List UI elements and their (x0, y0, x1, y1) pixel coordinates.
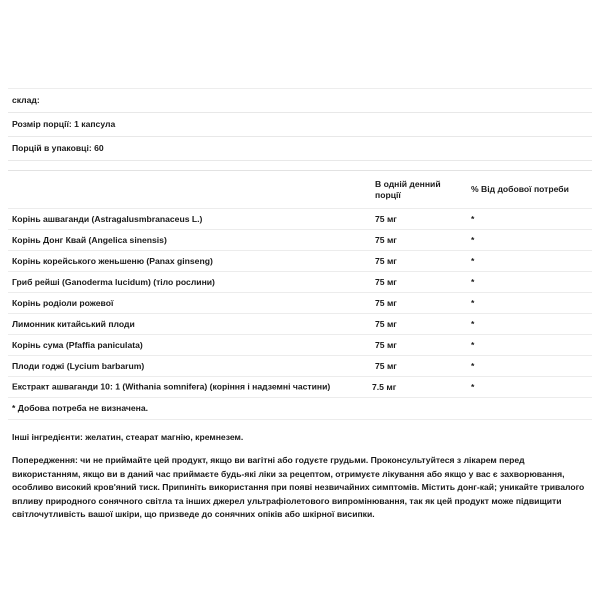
composition-label: склад: (8, 89, 592, 113)
table-row (8, 356, 592, 377)
ingredient-amount: 75 мг (372, 314, 468, 335)
ingredient-name: Корінь сума (Pfaffia paniculata) (8, 335, 372, 356)
table-gap-cell (8, 161, 592, 171)
serving-size-label: Розмір порції: 1 капсула (8, 113, 592, 137)
supplement-facts-table (8, 88, 592, 420)
ingredient-amount: 7.5 мг (372, 377, 468, 398)
table-row-footnote (8, 398, 592, 420)
ingredient-amount: 75 мг (372, 272, 468, 293)
ingredient-daily-value: * (468, 356, 592, 377)
table-row (8, 230, 592, 251)
ingredient-amount: 75 мг (372, 230, 468, 251)
top-spacer (8, 0, 592, 88)
ingredient-daily-value: * (468, 230, 592, 251)
table-row-serving-label (8, 89, 592, 113)
other-ingredients-text: Інші інгредієнти: желатин, стеарат магнію, кремнезем. (12, 432, 244, 442)
ingredient-amount: 75 мг (372, 209, 468, 230)
table-row (8, 293, 592, 314)
table-row (8, 314, 592, 335)
ingredient-name-cell (8, 377, 372, 398)
ingredient-daily-value: * (468, 209, 592, 230)
ingredient-name: Лимонник китайський плоди (8, 314, 372, 335)
ingredient-daily-value: * (468, 314, 592, 335)
ingredient-name: Корінь Донг Квай (Angelica sinensis) (8, 230, 372, 251)
column-header-amount: В одній денний порції (372, 171, 468, 209)
table-row-serving-size (8, 113, 592, 137)
table-row (8, 335, 592, 356)
table-row (8, 209, 592, 230)
table-row (8, 251, 592, 272)
column-header-name (8, 171, 372, 209)
table-gap-row (8, 161, 592, 171)
ingredient-name: Гриб рейші (Ganoderma lucidum) (тіло рослини) (8, 272, 372, 293)
table-row (8, 272, 592, 293)
ingredient-name: Корінь ашваганди (Astragalusmbranaceus L.) (8, 209, 372, 230)
ingredient-amount: 75 мг (372, 356, 468, 377)
warning-text: Попередження: чи не приймайте цей продукт, якщо ви вагітні або годуєте грудьми. Проконсультуйтеся з лікарем перед використанням, якщо ви в даний час приймаєте будь-які ліки за рецептом, отримуєте лікування або якщо у вас є захворювання, особливо високий кров'яний тиск. Припиніть використання при появі незвичайних симптомів. Містить донг-кай; уникайте тривалого впливу природного сонячного світла та інших джерел ультрафіолетового випромінювання, так як цей продукт може підвищити світлочутливість вашої шкіри, що призведе до сонячних опіків або шкірної висипки. (12, 455, 585, 520)
table-row-servings-per-container (8, 137, 592, 161)
ingredient-daily-value: * (468, 335, 592, 356)
ingredient-name: Екстракт ашваганди 10: 1 (Withania somnifera) (коріння і надземні частини) (12, 381, 331, 392)
daily-value-footnote: * Добова потреба не визначена. (8, 398, 592, 420)
ingredient-daily-value: * (468, 272, 592, 293)
table-row (8, 377, 592, 398)
ingredient-amount: 75 мг (372, 251, 468, 272)
ingredient-name: Корінь родіоли рожевої (8, 293, 372, 314)
ingredient-amount: 75 мг (372, 293, 468, 314)
ingredient-daily-value: * (468, 251, 592, 272)
ingredient-daily-value: * (468, 293, 592, 314)
ingredient-name: Корінь корейського женьшеню (Panax ginseng) (8, 251, 372, 272)
ingredient-daily-value: * (468, 377, 592, 398)
table-header-row (8, 171, 592, 209)
column-header-daily-value: % Від добової потреби (468, 171, 592, 209)
ingredient-amount: 75 мг (372, 335, 468, 356)
servings-per-container-label: Порцій в упаковці: 60 (8, 137, 592, 161)
ingredient-name: Плоди годжі (Lycium barbarum) (8, 356, 372, 377)
